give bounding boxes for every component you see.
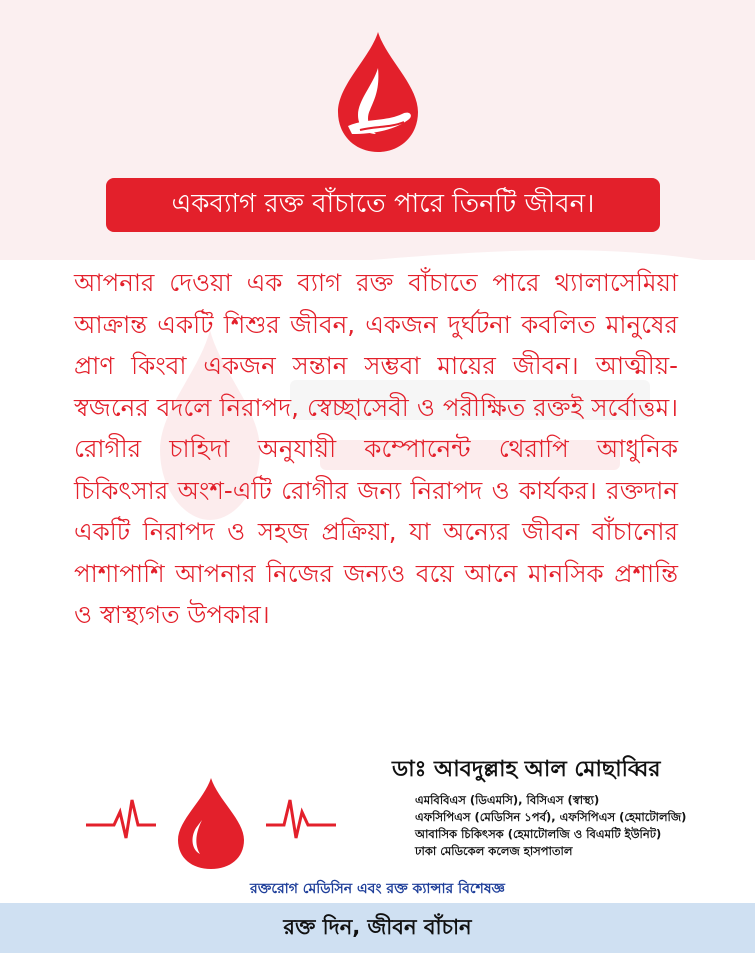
headline-text: একব্যাগ রক্ত বাঁচাতে পারে তিনটি জীবন। [171, 189, 595, 219]
main-paragraph: আপনার দেওয়া এক ব্যাগ রক্ত বাঁচাতে পারে থ্যালাসেমিয়া আক্রান্ত একটি শিশুর জীবন, একজন দুর্ঘটনা কবলিত মানুষের প্রাণ কিংবা একজন সন্তান সম্ভবা মায়ের জীবন। আত্মীয়-স্বজনের বদলে নিরাপদ, স্বেচ্ছাসেবী ও পরীক্ষিত রক্তই সর্বোত্তম। রোগীর চাহিদা অনুযায়ী কম্পোনেন্ট থেরাপি আধুনিক চিকিৎসার অংশ-এটি রোগীর জন্য নিরাপদ ও কার্যকর। রক্তদান একটি নিরাপদ ও সহজ প্রক্রিয়া, যা অন্যের জীবন বাঁচানোর পাশাপাশি আপনার নিজের জন্যও বয়ে আনে মানসিক প্রশান্তি ও স্বাস্থ্যগত উপকার। [74, 268, 678, 629]
footer-bar [0, 903, 755, 953]
credential-line: এফসিপিএস (মেডিসিন ১পর্ব), এফসিপিএস (হেমাটোলজি) [415, 810, 687, 824]
credential-line: ঢাকা মেডিকেল কলেজ হাসপাতাল [415, 844, 573, 858]
credential-line: আবাসিক চিকিৎসক (হেমাটোলজি ও বিএমটি ইউনিট) [415, 827, 662, 841]
doctor-credentials [415, 792, 735, 860]
heartbeat-drop-icon [86, 770, 336, 870]
footer-slogan: রক্ত দিন, জীবন বাঁচান [283, 914, 472, 939]
doctor-name: ডাঃ আবদুল্লাহ আল মোছাব্বির [392, 757, 661, 782]
blood-drop-hand-icon [330, 30, 425, 155]
specialty-text: রক্তরোগ মেডিসিন এবং রক্ত ক্যান্সার বিশেষজ্ঞ [250, 881, 505, 897]
headline-banner [106, 178, 660, 232]
credential-line: এমবিবিএস (ডিএমসি), বিসিএস (স্বাস্থ্য) [415, 793, 600, 807]
